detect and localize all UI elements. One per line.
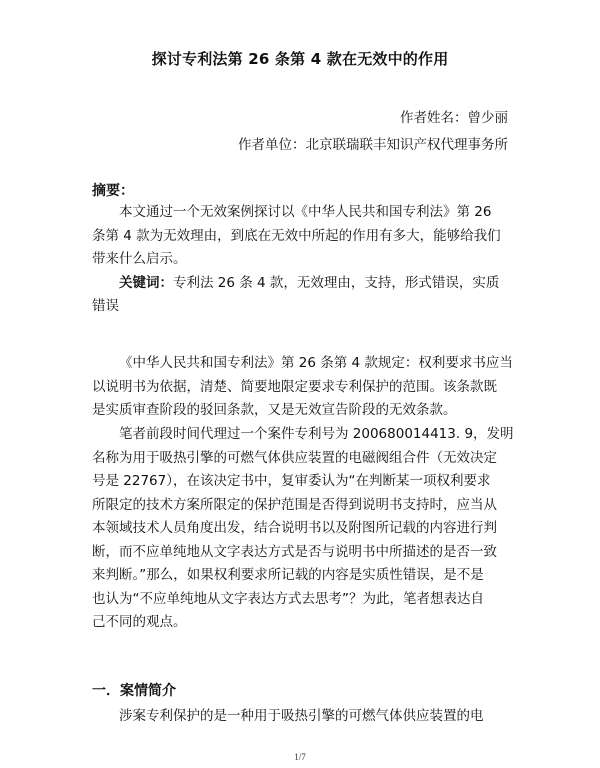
keywords-line <box>92 272 510 296</box>
paragraph-line: 号是 22767），在该决定书中，复审委认为“在判断某一项权利要求 <box>92 473 491 489</box>
paragraph-line: 涉案专利保护的是一种用于吸热引擎的可燃气体供应装置的电 <box>119 708 484 724</box>
case-summary-paragraph <box>92 705 510 729</box>
paragraph-line: 来判断。”那么，如果权利要求所记载的内容是实质性错误，是不是 <box>92 567 484 583</box>
body-paragraph-2 <box>92 423 514 635</box>
page-number: 1/7 <box>294 752 306 762</box>
abstract-paragraph <box>92 201 510 319</box>
paragraph-line: 名称为用于吸热引擎的可燃气体供应装置的电磁阀组合件（无效决定 <box>92 449 497 466</box>
paragraph-line: 也认为“不应单纯地从文字表达方式去思考”？为此，笔者想表达自 <box>92 590 484 607</box>
author-affiliation: 作者单位：北京联瑞联丰知识产权代理事务所 <box>238 137 508 153</box>
abstract-line: 带来什么启示。 <box>92 251 187 267</box>
keywords-line-continued: 错误 <box>92 298 119 314</box>
body-paragraph-1 <box>92 352 513 423</box>
abstract-line: 条第 4 款为无效理由，到底在无效中所起的作用有多大，能够给我们 <box>92 227 501 244</box>
document-title: 探讨专利法第 26 条第 4 款在无效中的作用 <box>151 50 449 68</box>
author-name: 作者姓名：曾少丽 <box>400 110 508 126</box>
keywords-label: 关键词： <box>119 274 173 291</box>
paragraph-line: 笔者前段时间代理过一个案件专利号为 200680014413. 9，发明 <box>119 426 514 442</box>
paragraph-line: 是实质审查阶段的驳回条款，又是无效宣告阶段的无效条款。 <box>92 402 457 418</box>
paragraph-line: 本领域技术人员角度出发，结合说明书以及附图所记载的内容进行判 <box>92 520 497 536</box>
section-heading-case-summary: 一．案情简介 <box>92 683 176 699</box>
abstract-heading: 摘要： <box>92 183 134 199</box>
paragraph-line: 《中华人民共和国专利法》第 26 条第 4 款规定：权利要求书应当 <box>119 355 513 371</box>
abstract-line: 本文通过一个无效案例探讨以《中华人民共和国专利法》第 26 <box>119 204 492 220</box>
paragraph-line: 以说明书为依据，清楚、简要地限定要求专利保护的范围。该条款既 <box>92 378 497 395</box>
paragraph-line: 己不同的观点。 <box>92 614 187 630</box>
paragraph-line: 断，而不应单纯地从文字表达方式是否与说明书中所描述的是否一致 <box>92 543 497 560</box>
paragraph-line: 所限定的技术方案所限定的保护范围是否得到说明书支持时，应当从 <box>92 496 497 513</box>
keywords-text: 专利法 26 条 4 款，无效理由，支持，形式错误，实质 <box>173 274 500 291</box>
